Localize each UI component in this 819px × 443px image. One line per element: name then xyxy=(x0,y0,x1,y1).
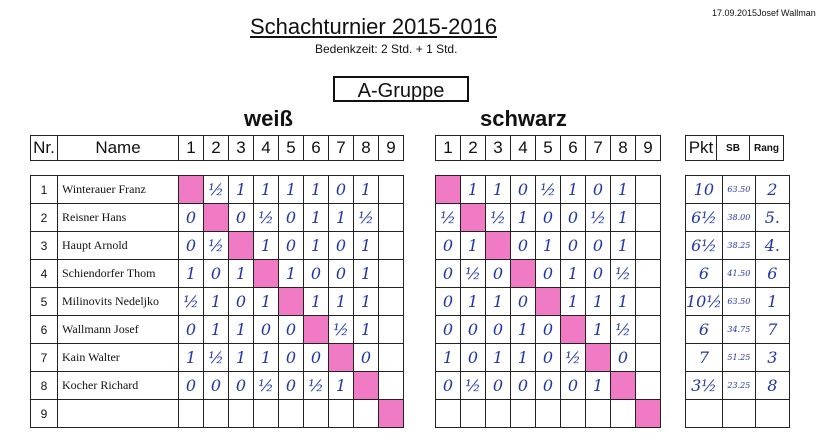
score-header xyxy=(685,135,784,161)
white-result-cell: 1 xyxy=(329,372,354,400)
name-header: Name xyxy=(58,136,179,161)
black-result-cell: 0 xyxy=(586,176,611,204)
black-result-cell: 1 xyxy=(511,316,536,344)
black-row xyxy=(436,372,661,400)
white-result-cell: 0 xyxy=(179,232,204,260)
black-result-cell: ½ xyxy=(586,204,611,232)
white-result-cell: ½ xyxy=(329,316,354,344)
white-result-cell xyxy=(379,316,404,344)
player-number: 8 xyxy=(31,372,58,400)
white-result-cell xyxy=(379,288,404,316)
white-result-cell: 1 xyxy=(254,176,279,204)
white-result-cell: 0 xyxy=(354,344,379,372)
white-round-header: 9 xyxy=(379,136,404,161)
white-result-cell xyxy=(379,204,404,232)
white-row xyxy=(31,232,404,260)
white-result-cell: 0 xyxy=(279,232,304,260)
black-result-cell: 0 xyxy=(436,372,461,400)
white-result-cell: 1 xyxy=(179,260,204,288)
white-result-cell xyxy=(204,400,229,428)
sb-cell: 51.25 xyxy=(722,344,755,372)
points-cell: 10½ xyxy=(686,288,723,316)
black-result-cell: 0 xyxy=(586,232,611,260)
black-result-cell xyxy=(561,400,586,428)
rank-cell: 5. xyxy=(755,204,789,232)
white-result-cell xyxy=(304,400,329,428)
white-result-cell: 1 xyxy=(279,176,304,204)
sb-cell: 63.50 xyxy=(722,176,755,204)
white-result-cell: ½ xyxy=(354,204,379,232)
sb-cell: 41.50 xyxy=(722,260,755,288)
pkt-header: Pkt xyxy=(686,136,717,161)
white-round-header: 8 xyxy=(354,136,379,161)
white-round-header: 1 xyxy=(179,136,204,161)
sb-header: SB xyxy=(717,136,750,161)
black-result-cell: 0 xyxy=(611,344,636,372)
player-name: Winterauer Franz xyxy=(58,176,179,204)
black-result-cell: 1 xyxy=(511,204,536,232)
white-result-cell: ½ xyxy=(204,176,229,204)
points-cell: 6 xyxy=(686,260,723,288)
white-result-cell: 0 xyxy=(254,316,279,344)
white-row xyxy=(31,372,404,400)
black-row xyxy=(436,400,661,428)
black-results-table xyxy=(435,175,661,428)
black-result-cell xyxy=(636,176,661,204)
white-result-cell: 1 xyxy=(354,316,379,344)
black-result-cell: ½ xyxy=(611,316,636,344)
black-row xyxy=(436,204,661,232)
player-number: 6 xyxy=(31,316,58,344)
white-row xyxy=(31,204,404,232)
white-result-cell: ½ xyxy=(304,372,329,400)
white-result-cell xyxy=(379,176,404,204)
white-result-cell xyxy=(379,232,404,260)
black-result-cell xyxy=(511,400,536,428)
score-row xyxy=(686,288,790,316)
white-result-cell: 0 xyxy=(279,204,304,232)
black-result-cell: 0 xyxy=(511,288,536,316)
black-result-cell: 1 xyxy=(486,288,511,316)
date-author-stamp: 17.09.2015Josef Wallman xyxy=(712,8,816,18)
black-result-cell xyxy=(636,260,661,288)
white-result-cell: 1 xyxy=(279,260,304,288)
white-result-cell xyxy=(354,372,379,400)
white-result-cell: 1 xyxy=(229,344,254,372)
time-control: Bedenkzeit: 2 Std. + 1 Std. xyxy=(315,42,458,56)
white-round-header: 5 xyxy=(279,136,304,161)
black-result-cell xyxy=(511,260,536,288)
white-result-cell xyxy=(279,400,304,428)
white-round-header: 6 xyxy=(304,136,329,161)
white-result-cell: 1 xyxy=(229,316,254,344)
white-round-header: 7 xyxy=(329,136,354,161)
white-result-cell: 1 xyxy=(229,176,254,204)
player-name xyxy=(58,400,179,428)
black-result-cell: 0 xyxy=(436,260,461,288)
white-row xyxy=(31,344,404,372)
white-result-cell: ½ xyxy=(179,288,204,316)
page-title: Schachturnier 2015-2016 xyxy=(250,14,498,39)
rank-cell: 7 xyxy=(755,316,789,344)
score-row xyxy=(686,204,790,232)
white-result-cell: 1 xyxy=(229,260,254,288)
white-row xyxy=(31,400,404,428)
black-result-cell xyxy=(436,176,461,204)
black-result-cell xyxy=(536,400,561,428)
score-row xyxy=(686,176,790,204)
black-result-cell: 0 xyxy=(511,176,536,204)
black-result-cell xyxy=(636,204,661,232)
points-cell: 7 xyxy=(686,344,723,372)
black-result-cell xyxy=(461,400,486,428)
white-result-cell: 1 xyxy=(254,344,279,372)
black-result-cell: 1 xyxy=(561,288,586,316)
sb-cell: 63.50 xyxy=(722,288,755,316)
white-result-cell: 1 xyxy=(204,316,229,344)
black-result-cell: 0 xyxy=(436,288,461,316)
black-result-cell xyxy=(611,400,636,428)
white-results-table xyxy=(30,175,404,428)
black-result-cell xyxy=(636,344,661,372)
white-result-cell xyxy=(354,400,379,428)
black-result-cell: 1 xyxy=(461,176,486,204)
player-number: 4 xyxy=(31,260,58,288)
black-result-cell: 1 xyxy=(586,316,611,344)
white-result-cell: 1 xyxy=(329,288,354,316)
player-number: 9 xyxy=(31,400,58,428)
white-row xyxy=(31,316,404,344)
black-result-cell: 1 xyxy=(511,344,536,372)
black-result-cell: 1 xyxy=(436,344,461,372)
player-name: Haupt Arnold xyxy=(58,232,179,260)
black-round-header: 9 xyxy=(636,136,661,161)
black-result-cell xyxy=(536,288,561,316)
player-name: Reisner Hans xyxy=(58,204,179,232)
white-result-cell: 0 xyxy=(304,260,329,288)
black-result-cell xyxy=(486,400,511,428)
black-result-cell: 1 xyxy=(611,232,636,260)
white-result-cell: 0 xyxy=(179,204,204,232)
black-result-cell: 0 xyxy=(586,260,611,288)
black-result-cell: ½ xyxy=(436,204,461,232)
white-result-cell: 1 xyxy=(354,176,379,204)
score-table xyxy=(685,175,790,428)
white-result-cell: 1 xyxy=(304,288,329,316)
black-result-cell: 0 xyxy=(436,316,461,344)
black-result-cell xyxy=(461,204,486,232)
score-row xyxy=(686,344,790,372)
sb-cell: 23.25 xyxy=(722,372,755,400)
black-round-header: 4 xyxy=(511,136,536,161)
player-name: Schiendorfer Thom xyxy=(58,260,179,288)
black-result-cell xyxy=(586,400,611,428)
nr-header: Nr. xyxy=(31,136,58,161)
points-cell: 6½ xyxy=(686,232,723,260)
black-round-header: 8 xyxy=(611,136,636,161)
black-result-cell: 0 xyxy=(461,316,486,344)
score-row xyxy=(686,372,790,400)
black-result-cell: 1 xyxy=(586,372,611,400)
white-result-cell: 1 xyxy=(354,288,379,316)
white-result-cell: 0 xyxy=(279,372,304,400)
black-result-cell: 0 xyxy=(536,372,561,400)
player-number: 5 xyxy=(31,288,58,316)
black-result-cell xyxy=(636,288,661,316)
white-result-cell: ½ xyxy=(254,372,279,400)
rank-cell: 4. xyxy=(755,232,789,260)
white-result-cell xyxy=(379,344,404,372)
white-result-cell: ½ xyxy=(204,232,229,260)
white-result-cell: 0 xyxy=(229,288,254,316)
sb-cell: 34.75 xyxy=(722,316,755,344)
black-result-cell xyxy=(486,232,511,260)
white-result-cell xyxy=(254,260,279,288)
white-round-header: 4 xyxy=(254,136,279,161)
black-row xyxy=(436,344,661,372)
white-result-cell: ½ xyxy=(254,204,279,232)
white-result-cell: 0 xyxy=(229,204,254,232)
black-row xyxy=(436,316,661,344)
white-result-cell: 1 xyxy=(254,288,279,316)
black-result-cell: 0 xyxy=(511,232,536,260)
score-row xyxy=(686,232,790,260)
black-result-cell: 0 xyxy=(536,260,561,288)
points-cell: 6½ xyxy=(686,204,723,232)
white-result-cell xyxy=(179,176,204,204)
black-result-cell xyxy=(636,232,661,260)
white-result-cell: 1 xyxy=(254,232,279,260)
points-cell: 6 xyxy=(686,316,723,344)
white-result-cell xyxy=(379,260,404,288)
player-name: Wallmann Josef xyxy=(58,316,179,344)
rank-cell xyxy=(755,400,789,428)
player-number: 1 xyxy=(31,176,58,204)
white-result-cell: 0 xyxy=(304,344,329,372)
white-result-cell: 1 xyxy=(179,344,204,372)
white-result-cell: 0 xyxy=(204,260,229,288)
black-result-cell: 0 xyxy=(486,260,511,288)
white-result-cell: 1 xyxy=(304,204,329,232)
white-row xyxy=(31,288,404,316)
black-result-cell: 1 xyxy=(561,176,586,204)
rank-cell: 2 xyxy=(755,176,789,204)
white-result-cell xyxy=(229,400,254,428)
white-result-cell: 1 xyxy=(354,260,379,288)
white-result-cell xyxy=(329,400,354,428)
black-result-cell: 0 xyxy=(536,204,561,232)
black-result-cell: 1 xyxy=(611,176,636,204)
black-round-header: 3 xyxy=(486,136,511,161)
rank-cell: 3 xyxy=(755,344,789,372)
white-result-cell xyxy=(254,400,279,428)
black-result-cell: 0 xyxy=(561,204,586,232)
white-result-cell: 1 xyxy=(204,288,229,316)
black-row xyxy=(436,260,661,288)
rang-header: Rang xyxy=(750,136,784,161)
sb-cell xyxy=(722,400,755,428)
black-result-cell xyxy=(636,372,661,400)
white-result-cell: 0 xyxy=(279,344,304,372)
black-row xyxy=(436,176,661,204)
black-result-cell: 1 xyxy=(461,288,486,316)
black-result-cell: 0 xyxy=(536,316,561,344)
black-result-cell: 0 xyxy=(461,344,486,372)
white-result-cell: 1 xyxy=(354,232,379,260)
black-result-cell: ½ xyxy=(486,204,511,232)
white-result-cell: 1 xyxy=(304,176,329,204)
white-result-cell xyxy=(379,372,404,400)
black-result-cell: 1 xyxy=(461,232,486,260)
black-result-cell: ½ xyxy=(461,372,486,400)
black-result-cell: 0 xyxy=(436,232,461,260)
black-result-cell xyxy=(611,372,636,400)
black-result-cell: ½ xyxy=(536,176,561,204)
black-result-cell: 0 xyxy=(561,372,586,400)
black-result-cell xyxy=(636,400,661,428)
white-result-cell: 0 xyxy=(204,372,229,400)
white-result-cell xyxy=(229,232,254,260)
white-result-cell xyxy=(179,400,204,428)
points-cell xyxy=(686,400,723,428)
player-number: 3 xyxy=(31,232,58,260)
white-result-cell: 1 xyxy=(329,204,354,232)
score-row xyxy=(686,316,790,344)
white-result-cell: 0 xyxy=(179,372,204,400)
black-round-header: 6 xyxy=(561,136,586,161)
black-header xyxy=(435,135,661,161)
black-result-cell: 1 xyxy=(561,260,586,288)
black-result-cell: 1 xyxy=(586,288,611,316)
white-row xyxy=(31,260,404,288)
white-result-cell: 0 xyxy=(329,260,354,288)
white-row xyxy=(31,176,404,204)
black-round-header: 5 xyxy=(536,136,561,161)
group-label: A-Gruppe xyxy=(333,76,469,102)
white-result-cell xyxy=(204,204,229,232)
black-result-cell: 1 xyxy=(486,344,511,372)
black-round-header: 7 xyxy=(586,136,611,161)
player-name: Kocher Richard xyxy=(58,372,179,400)
white-result-cell xyxy=(379,400,404,428)
white-result-cell: 1 xyxy=(304,232,329,260)
black-result-cell xyxy=(636,316,661,344)
rank-cell: 1 xyxy=(755,288,789,316)
white-result-cell xyxy=(279,288,304,316)
black-result-cell: 1 xyxy=(536,232,561,260)
black-result-cell xyxy=(561,316,586,344)
black-result-cell: 1 xyxy=(611,288,636,316)
black-round-header: 2 xyxy=(461,136,486,161)
white-round-header: 2 xyxy=(204,136,229,161)
player-name: Kain Walter xyxy=(58,344,179,372)
black-row xyxy=(436,288,661,316)
white-round-header: 3 xyxy=(229,136,254,161)
black-result-cell xyxy=(586,344,611,372)
black-round-header: 1 xyxy=(436,136,461,161)
white-header xyxy=(30,135,404,161)
black-result-cell: 0 xyxy=(511,372,536,400)
black-result-cell: 0 xyxy=(536,344,561,372)
black-result-cell: 1 xyxy=(486,176,511,204)
black-result-cell xyxy=(436,400,461,428)
black-result-cell: ½ xyxy=(461,260,486,288)
score-row xyxy=(686,260,790,288)
black-result-cell: ½ xyxy=(561,344,586,372)
black-result-cell: 0 xyxy=(486,316,511,344)
black-result-cell: 0 xyxy=(561,232,586,260)
white-label: weiß xyxy=(244,106,293,131)
white-result-cell xyxy=(329,344,354,372)
white-result-cell: 0 xyxy=(329,176,354,204)
sb-cell: 38.00 xyxy=(722,204,755,232)
rank-cell: 6 xyxy=(755,260,789,288)
black-result-cell: ½ xyxy=(611,260,636,288)
white-result-cell xyxy=(304,316,329,344)
black-row xyxy=(436,232,661,260)
white-result-cell: ½ xyxy=(204,344,229,372)
white-result-cell: 0 xyxy=(279,316,304,344)
black-result-cell: 0 xyxy=(486,372,511,400)
player-number: 2 xyxy=(31,204,58,232)
player-number: 7 xyxy=(31,344,58,372)
rank-cell: 8 xyxy=(755,372,789,400)
white-result-cell: 0 xyxy=(329,232,354,260)
sb-cell: 38.25 xyxy=(722,232,755,260)
white-result-cell: 0 xyxy=(229,372,254,400)
points-cell: 3½ xyxy=(686,372,723,400)
score-row xyxy=(686,400,790,428)
black-result-cell: 1 xyxy=(611,204,636,232)
black-label: schwarz xyxy=(480,106,567,131)
white-result-cell: 0 xyxy=(179,316,204,344)
player-name: Milinovits Nedeljko xyxy=(58,288,179,316)
points-cell: 10 xyxy=(686,176,723,204)
